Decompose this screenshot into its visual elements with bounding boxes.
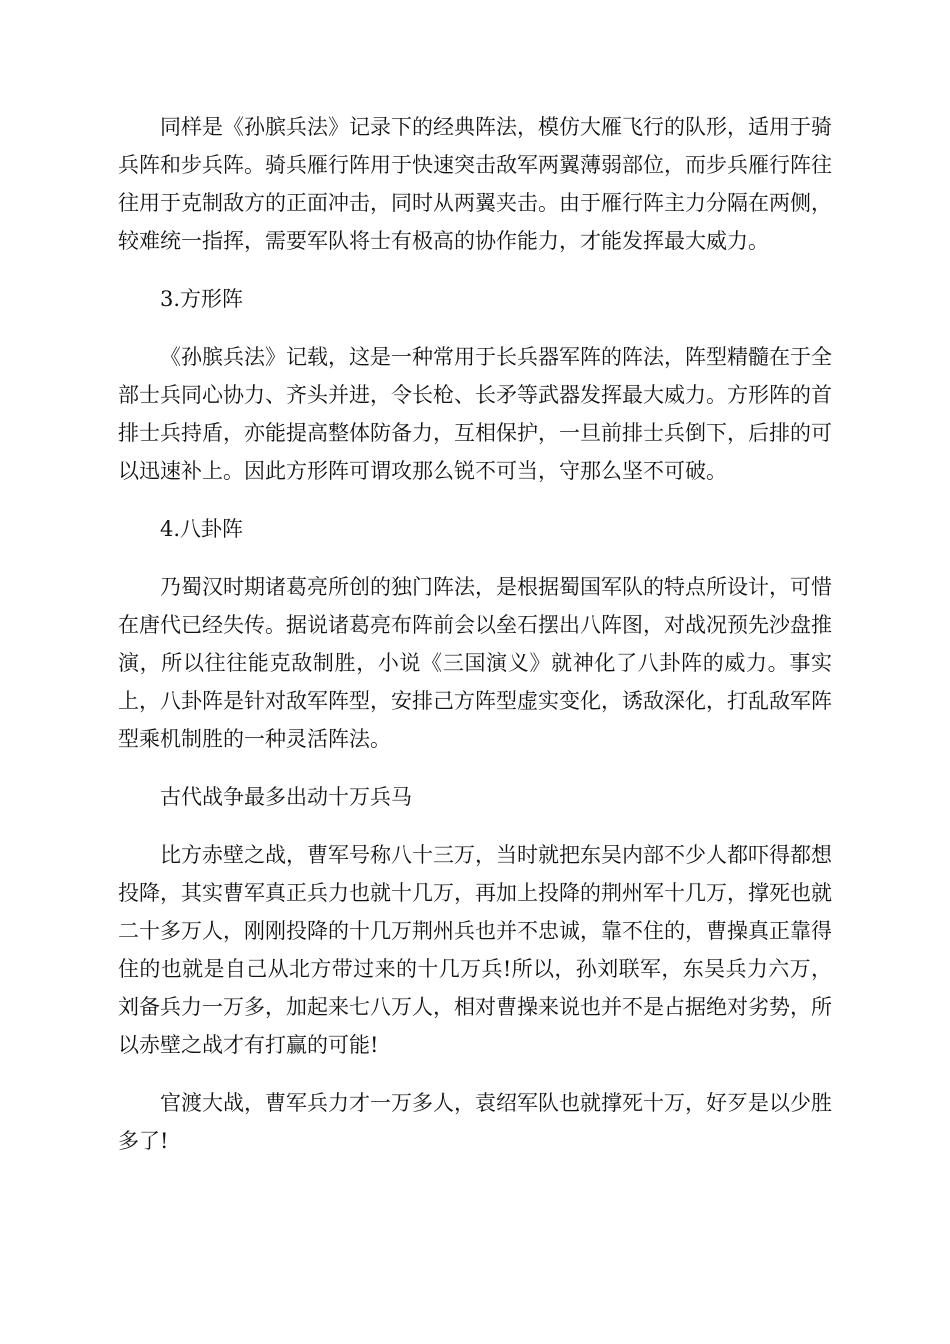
paragraph-yanxing-formation: 同样是《孙膑兵法》记录下的经典阵法，模仿大雁飞行的队形，适用于骑兵阵和步兵阵。骑兵雁行阵用于快速突击敌军两翼薄弱部位，而步兵雁行阵往往用于克制敌方的正面冲击，同时从两翼夹击。由于雁行阵主力分隔在两侧，较难统一指挥，需要军队将士有极高的协作能力，才能发挥最大威力。 — [118, 115, 832, 253]
paragraph-square-formation: 《孙膑兵法》记载，这是一种常用于长兵器军阵的阵法，阵型精髓在于全部士兵同心协力、齐头并进，令长枪、长矛等武器发挥最大威力。方形阵的首排士兵持盾，亦能提高整体防备力，互相保护，一旦前排士兵倒下，后排的可以迅速补上。因此方形阵可谓攻那么锐不可当，守那么坚不可破。 — [118, 345, 832, 483]
heading-ancient-war-troops: 古代战争最多出动十万兵马 — [160, 785, 412, 809]
document-page — [118, 108, 832, 1180]
paragraph-guandu-battle: 官渡大战，曹军兵力才一万多人，袁绍军队也就撑死十万，好歹是以少胜多了! — [118, 1091, 832, 1153]
heading-bagua-formation: 4.八卦阵 — [160, 517, 244, 541]
paragraph-bagua-formation: 乃蜀汉时期诸葛亮所创的独门阵法，是根据蜀国军队的特点所设计，可惜在唐代已经失传。据说诸葛亮布阵前会以垒石摆出八阵图，对战况预先沙盘推演，所以往往能克敌制胜，小说《三国演义》就神化了八卦阵的威力。事实上，八卦阵是针对敌军阵型，安排己方阵型虚实变化，诱敌深化，打乱敌军阵型乘机制胜的一种灵活阵法。 — [118, 575, 832, 751]
heading-square-formation: 3.方形阵 — [160, 287, 244, 311]
paragraph-chibi-battle: 比方赤壁之战，曹军号称八十三万，当时就把东吴内部不少人都吓得都想投降，其实曹军真正兵力也就十几万，再加上投降的荆州军十几万，撑死也就二十多万人，刚刚投降的十几万荆州兵也并不忠诚，靠不住的，曹操真正靠得住的也就是自己从北方带过来的十几万兵!所以，孙刘联军，东吴兵力六万，刘备兵力一万多，加起来七八万人，相对曹操来说也并不是占据绝对劣势，所以赤壁之战才有打赢的可能! — [118, 843, 832, 1057]
